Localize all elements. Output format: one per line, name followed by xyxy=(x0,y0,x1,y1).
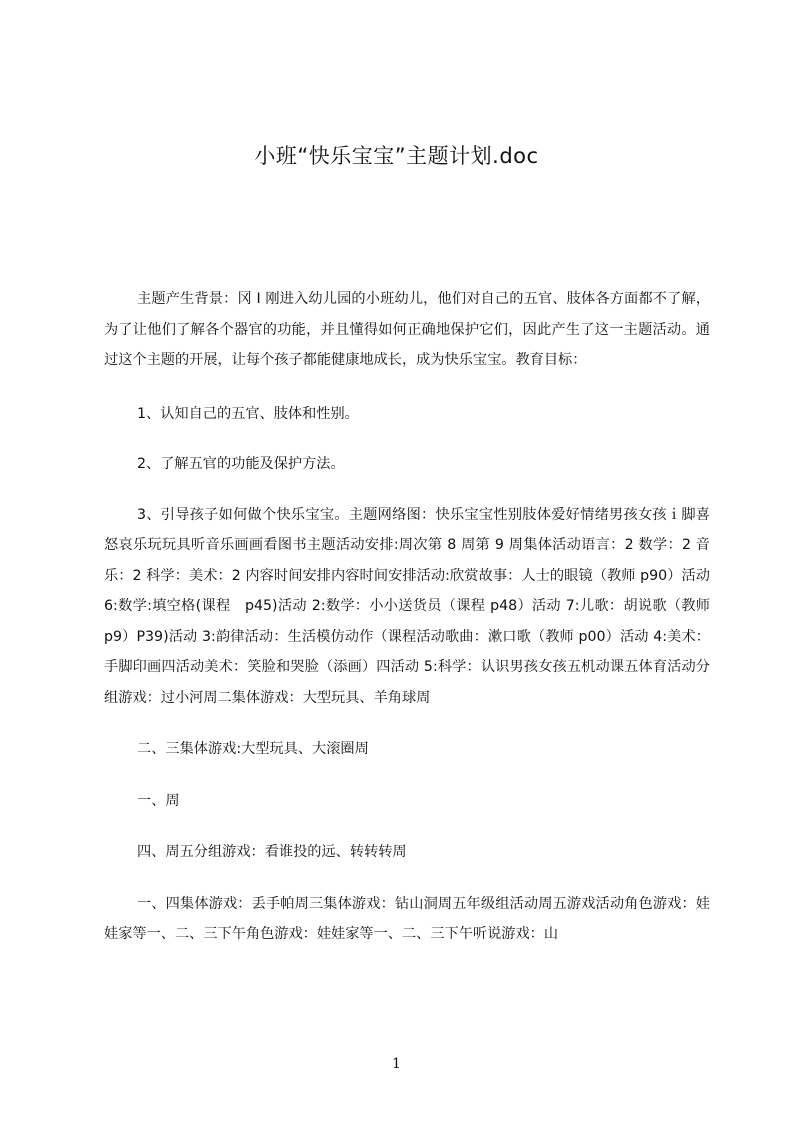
page-number: 1 xyxy=(392,1056,401,1072)
document-title: 小班“快乐宝宝”主题计划.doc xyxy=(254,144,539,168)
paragraph-group-games: 二、三集体游戏:大型玩具、大滚圈周 xyxy=(137,741,369,757)
paragraph-goal-3-schedule: 3、引导孩子如何做个快乐宝宝。主题网络图：快乐宝宝性别肢体爱好情绪男孩女孩ｉ脚喜怒哀乐玩玩具听音乐画画看图书主题活动安排:周次第 8 周第 9 周集体活动语言：2 数学：2 音乐：2 科学：美术：2 内容时间安排内容时间安排活动:欣赏故事：人士的眼镜（教师 p90）活动 6:数学:填空格(课程 p45)活动 2:数学：小小送货员（课程 p48）活动 7:儿歌：胡说歌（教师 p9）P39)活动 3:韵律活动：生活模仿动作（课程活动歌曲：漱口歌（教师 p00）活动 4:美术：手脚印画四活动美术：笑脸和哭脸（添画）四活动 5:科学：认识男孩女孩五机动课五体育活动分组游戏：过小河周二集体游戏：大型玩具、羊角球周 xyxy=(104,506,710,706)
paragraph-background: 主题产生背景：冈 I 刚进入幼儿园的小班幼儿，他们对自己的五官、肢体各方面都不了解，为了让他们了解各个器官的功能，并且懂得如何正确地保护它们，因此产生了这一主题活动。通过这个主题的开展，让每个孩子都能健康地成长，成为快乐宝宝。教育目标： xyxy=(104,291,710,368)
document-body xyxy=(104,284,710,950)
paragraph-friday-games: 四、周五分组游戏：看谁投的远、转转转周 xyxy=(137,844,407,860)
paragraph-week: 一、周 xyxy=(137,792,180,809)
paragraph-activities: 一、四集体游戏：丢手帕周三集体游戏：钻山洞周五年级组活动周五游戏活动角色游戏：娃娃家等一、二、三下午角色游戏：娃娃家等一、二、三下午听说游戏：山 xyxy=(104,895,710,942)
paragraph-goal-1: 1、认知自己的五官、肢体和性别。 xyxy=(137,405,359,422)
paragraph-goal-2: 2、了解五官的功能及保护方法。 xyxy=(137,456,345,472)
